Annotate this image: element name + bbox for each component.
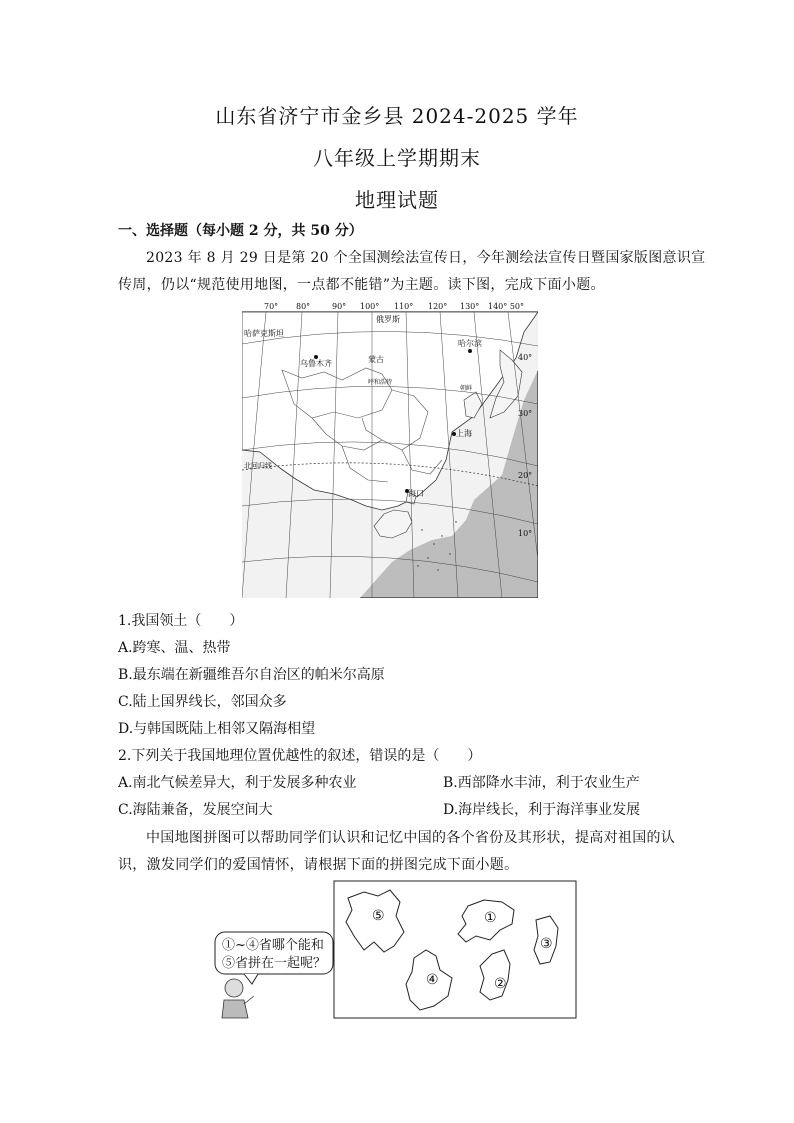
title-line2: 八年级上学期期末	[313, 146, 481, 170]
lon-label: 130°	[460, 302, 480, 311]
puzzle-label-1: ①	[484, 910, 497, 926]
q1-option-a[interactable]: A.跨寒、温、热带	[118, 640, 231, 656]
lon-label: 90°	[332, 302, 347, 311]
lon-label: 110°	[394, 302, 414, 311]
place-label: 朝鲜	[460, 385, 473, 392]
q2-option-a[interactable]: A.南北气候差异大，利于发展多种农业	[118, 775, 357, 791]
place-label: 乌鲁木齐	[300, 359, 332, 368]
q1-option-b[interactable]: B.最东端在新疆维吾尔自治区的帕米尔高原	[118, 667, 385, 683]
place-label: 哈尔滨	[458, 339, 482, 348]
place-label: 上海	[456, 429, 472, 438]
lon-label: 80°	[296, 302, 311, 311]
place-label: 蒙古	[368, 355, 384, 364]
china-region-map	[242, 300, 538, 598]
section-heading: 一、选择题（每小题 2 分，共 50 分）	[118, 223, 363, 239]
puzzle-label-4: ④	[426, 972, 439, 988]
puzzle-intro-line2: 识，激发同学们的爱国情怀，请根据下面的拼图完成下面小题。	[118, 857, 519, 873]
q1-option-c[interactable]: C.陆上国界线长，邻国众多	[118, 694, 287, 710]
q1-stem: 1.我国领土（ ）	[118, 613, 244, 629]
lon-label: 120°	[428, 302, 448, 311]
puzzle-label-2: ②	[494, 976, 507, 992]
puzzle-intro-line1: 中国地图拼图可以帮助同学们认识和记忆中国的各个省份及其形状，提高对祖国的认	[146, 830, 676, 846]
place-label: 北回归线	[244, 462, 272, 470]
q2-option-d[interactable]: D.海岸线长，利于海洋事业发展	[443, 802, 641, 818]
puzzle-label-3: ③	[540, 936, 553, 952]
speech-line2: ⑤省拼在一起呢？	[222, 956, 327, 971]
intro-line1: 2023 年 8 月 29 日是第 20 个全国测绘法宣传日，今年测绘法宣传日暨国家版图意识宣	[146, 250, 706, 266]
lon-label: 100°	[360, 302, 380, 311]
q2-stem: 2.下列关于我国地理位置优越性的叙述，错误的是（ ）	[118, 748, 482, 764]
lon-label: 140° 50°	[488, 302, 524, 311]
title-line3: 地理试题	[355, 188, 439, 212]
puzzle-label-5: ⑤	[372, 908, 385, 924]
intro-line2: 传周，仍以“规范使用地图，一点都不能错”为主题。读下图，完成下面小题。	[118, 277, 605, 293]
lat-label: 20°	[518, 471, 533, 480]
q1-option-d[interactable]: D.与韩国既陆上相邻又隔海相望	[118, 721, 316, 737]
place-label: 俄罗斯	[376, 315, 400, 324]
place-label: 呼和浩特	[368, 379, 393, 386]
student-figure	[222, 979, 254, 1018]
place-label: 哈萨克斯坦	[244, 329, 284, 338]
lon-label: 70°	[264, 302, 279, 311]
q2-option-c[interactable]: C.海陆兼备，发展空间大	[118, 802, 273, 818]
province-puzzle-figure	[214, 880, 578, 1020]
q2-option-b[interactable]: B.西部降水丰沛，利于农业生产	[443, 775, 640, 791]
speech-line1: ①~④省哪个能和	[222, 938, 324, 953]
place-label: 海口	[408, 489, 424, 498]
lat-label: 40°	[518, 353, 533, 362]
lat-label: 10°	[518, 529, 533, 538]
lat-label: 30°	[518, 409, 533, 418]
title-line1: 山东省济宁市金乡县 2024-2025 学年	[215, 104, 579, 128]
